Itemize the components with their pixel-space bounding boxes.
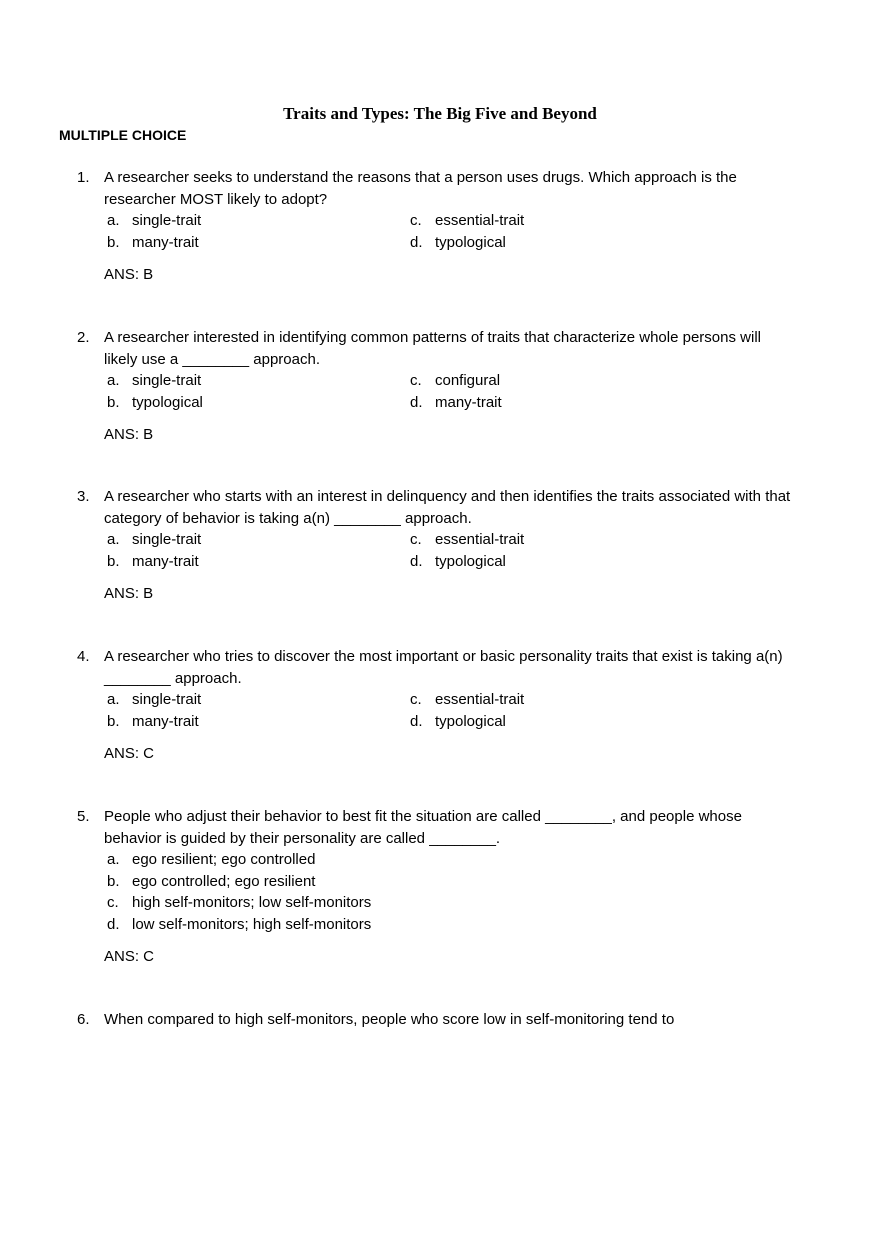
- option-a: a. single-trait: [107, 212, 202, 229]
- answer-key: ANS: C: [104, 745, 155, 762]
- option-d: d. low self-monitors; high self-monitors: [107, 915, 372, 933]
- question-stem: A researcher interested in identifying common patterns of traits that characterize whole persons will likely use a ________ approach.: [104, 329, 761, 368]
- question-stem: People who adjust their behavior to best fit the situation are called ________, and people whose behavior is guided by their personality are called ________.: [104, 808, 742, 847]
- options-grid: [0, 210, 880, 253]
- option-b: b. many-trait: [107, 233, 199, 251]
- question-number: 3.: [77, 488, 90, 505]
- option-b: b. typological: [107, 393, 203, 411]
- option-a: a. ego resilient; ego controlled: [107, 851, 316, 868]
- question-1: [0, 167, 880, 286]
- question-2: [0, 327, 880, 446]
- option-c: c. essential-trait: [410, 691, 525, 708]
- option-d: d. typological: [410, 712, 506, 730]
- question-number: 1.: [77, 169, 90, 186]
- option-d: d. typological: [410, 233, 506, 251]
- question-stem: When compared to high self-monitors, people who score low in self-monitoring tend to: [104, 1011, 675, 1028]
- question-3: [0, 486, 880, 605]
- answer-key: ANS: B: [104, 426, 154, 443]
- question-stem: A researcher who tries to discover the most important or basic personality traits that exist is taking a(n) ________ approach.: [104, 648, 783, 687]
- question-4: [0, 646, 880, 765]
- option-b: b. many-trait: [107, 552, 199, 570]
- option-c: c. configural: [410, 372, 501, 389]
- options-list: [107, 849, 880, 935]
- option-b: b. ego controlled; ego resilient: [107, 872, 316, 890]
- option-d: d. many-trait: [410, 393, 502, 411]
- options-grid: [0, 370, 880, 413]
- options-grid: [0, 529, 880, 572]
- question-number: 5.: [77, 808, 90, 825]
- option-c: c. high self-monitors; low self-monitors: [107, 894, 372, 911]
- option-c: c. essential-trait: [410, 212, 525, 229]
- option-d: d. typological: [410, 552, 506, 570]
- options-grid: [0, 689, 880, 732]
- option-b: b. many-trait: [107, 712, 199, 730]
- question-5: [0, 806, 880, 968]
- option-a: a. single-trait: [107, 531, 202, 548]
- option-a: a. single-trait: [107, 691, 202, 708]
- question-6: [0, 1009, 880, 1031]
- question-number: 6.: [77, 1011, 90, 1028]
- option-a: a. single-trait: [107, 372, 202, 389]
- option-c: c. essential-trait: [410, 531, 525, 548]
- section-heading: MULTIPLE CHOICE: [59, 127, 187, 143]
- answer-key: ANS: B: [104, 266, 154, 283]
- question-stem: A researcher seeks to understand the reasons that a person uses drugs. Which approach is the researcher MOST likely to adopt?: [104, 169, 737, 208]
- question-number: 2.: [77, 329, 90, 346]
- question-stem: A researcher who starts with an interest in delinquency and then identifies the traits associated with that category of behavior is taking a(n) ________ approach.: [104, 488, 791, 527]
- answer-key: ANS: C: [104, 948, 155, 965]
- answer-key: ANS: B: [104, 585, 154, 602]
- question-number: 4.: [77, 648, 90, 665]
- document-title: Traits and Types: The Big Five and Beyond: [283, 104, 597, 123]
